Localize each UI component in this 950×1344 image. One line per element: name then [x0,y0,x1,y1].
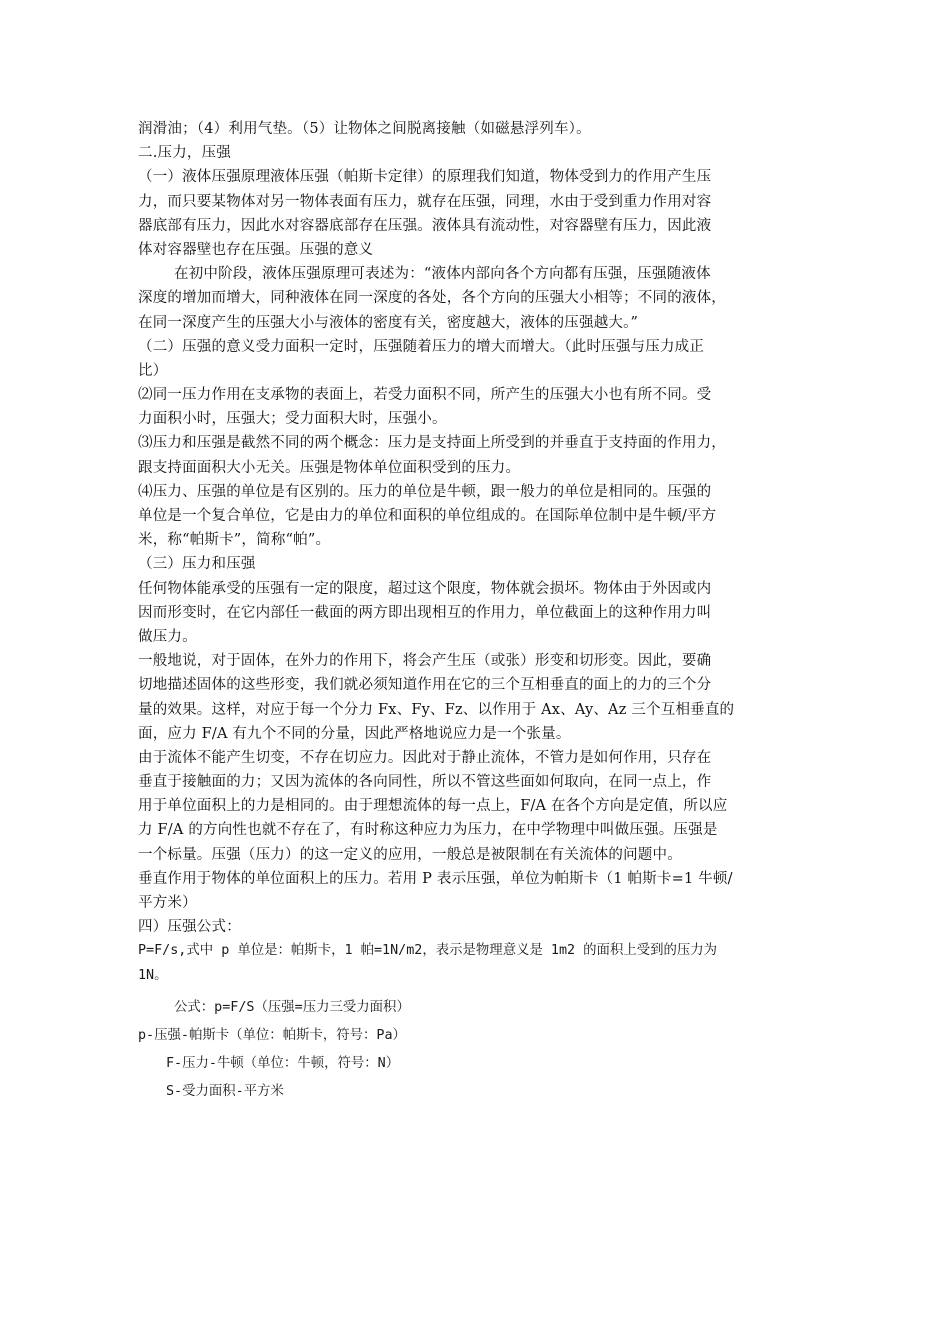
text-line: 体对容器壁也存在压强。压强的意义 [138,241,374,258]
text-line: 切地描述固体的这些形变，我们就必须知道作用在它的三个互相垂直的面上的力的三个分 [138,677,712,694]
section-heading: （三）压力和压强 [138,556,256,573]
text-line: ⑷压力、压强的单位是有区别的。压力的单位是牛顿，跟一般力的单位是相同的。压强的 [138,483,712,500]
text-line: 力，而只要某物体对另一物体表面有压力，就存在压强，同理，水由于受到重力作用对容 [138,193,712,210]
text-line: 力面积小时，压强大；受力面积大时，压强小。 [138,411,447,428]
text-line: 深度的增加而增大，同种液体在同一深度的各处，各个方向的压强大小相等；不同的液体， [138,290,726,307]
text-line: 面，应力 F/A 有九个不同的分量，因此严格地说应力是一个张量。 [138,725,571,742]
text-line: 单位是一个复合单位，它是由力的单位和面积的单位组成的。在国际单位制中是牛顿/平方 [138,508,717,524]
section-heading: 二.压力，压强 [138,145,232,162]
text-line: 一般地说，对于固体，在外力的作用下，将会产生压（或张）形变和切形变。因此，要确 [138,653,712,670]
text-line: 平方米） [138,895,197,911]
text-line: 用于单位面积上的力是相同的。由于理想流体的每一点上，F/A 在各个方向是定值，所以应 [138,798,728,815]
text-line: 力 F/A 的方向性也就不存在了，有时称这种应力为压力，在中学物理中叫做压强。压强是 [138,822,718,839]
formula-line: 公式：p=F/S（压强=压力三受力面积） [174,999,410,1015]
text-line: 垂直作用于物体的单位面积上的压力。若用 P 表示压强，单位为帕斯卡（1 帕斯卡=1 牛顿/ [138,870,733,887]
formula-line: F-压力-牛顿（单位：牛顿，符号：N） [166,1056,400,1072]
section-heading: 四）压强公式： [138,919,241,936]
formula-line: p-压强-帕斯卡（单位：帕斯卡，符号：Pa） [138,1027,406,1043]
text-line: 由于流体不能产生切变，不存在切应力。因此对于静止流体，不管力是如何作用，只存在 [138,749,712,766]
formula-line: S-受力面积-平方米 [166,1084,284,1100]
text-line: 一个标量。压强（压力）的这一定义的应用，一般总是被限制在有关流体的问题中。 [138,846,682,863]
formula-line: 1N。 [138,967,168,983]
text-line: （二）压强的意义受力面积一定时，压强随着压力的增大而增大。（此时压强与压力成正 [138,338,705,355]
text-line: ⑶压力和压强是截然不同的两个概念：压力是支持面上所受到的并垂直于支持面的作用力， [138,435,726,452]
text-line: 润滑油；（4）利用气垫。（5）让物体之间脱离接触（如磁悬浮列车）。 [138,121,591,137]
text-line: 比） [138,362,168,379]
text-line: 做压力。 [138,628,197,645]
text-line: 因而形变时，在它内部任一截面的两方即出现相互的作用力，单位截面上的这种作用力叫 [138,604,712,621]
text-line: 器底部有压力，因此水对容器底部存在压强。液体具有流动性，对容器壁有压力，因此液 [138,217,712,234]
text-line: 垂直于接触面的力；又因为流体的各向同性，所以不管这些面如何取向，在同一点上，作 [138,774,712,791]
text-line: 任何物体能承受的压强有一定的限度，超过这个限度，物体就会损坏。物体由于外因或内 [138,580,712,597]
text-line: （一）液体压强原理液体压强（帕斯卡定律）的原理我们知道，物体受到力的作用产生压 [138,169,712,186]
text-line: 跟支持面面积大小无关。压强是物体单位面积受到的压力。 [138,459,521,476]
document-body [138,117,828,1105]
formula-line: P=F/s,式中 p 单位是：帕斯卡，1 帕=1N/m2，表示是物理意义是 1m2 的面积上受到的压力为 [138,943,718,959]
text-line: 米，称“帕斯卡”，简称“帕”。 [138,532,331,549]
text-line: ⑵同一压力作用在支承物的表面上，若受力面积不同，所产生的压强大小也有所不同。受 [138,387,712,404]
text-line: 在同一深度产生的压强大小与液体的密度有关，密度越大，液体的压强越大。” [138,314,639,331]
text-line: 在初中阶段，液体压强原理可表述为：“液体内部向各个方向都有压强，压强随液体 [174,266,711,283]
text-line: 量的效果。这样，对应于每一个分力 Fx、Fy、Fz、以作用于 Ax、Ay、Az 三个互相垂直的 [138,701,735,718]
